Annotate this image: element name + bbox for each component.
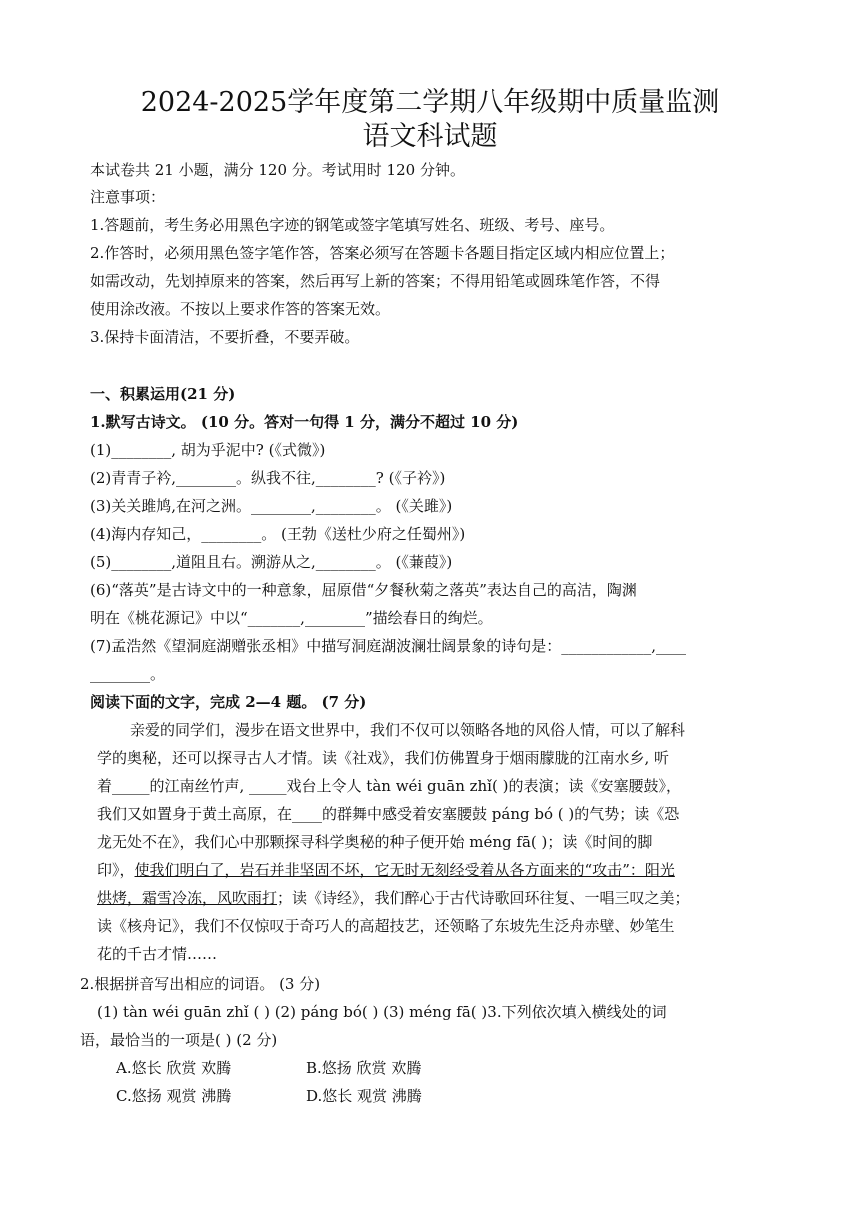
intro-line: 1.答题前，考生务必用黑色字迹的钢笔或签字笔填写姓名、班级、考号、座号。 <box>90 216 615 234</box>
q1-item: ________。 <box>90 665 166 683</box>
intro-line: 如需改动，先划掉原来的答案，然后再写上新的答案；不得用铅笔或圆珠笔作答，不得 <box>90 272 661 290</box>
q1-item: (4)海内存知己，________。 (王勃《送杜少府之任蜀州》) <box>90 525 466 543</box>
q1-item: (6)“落英”是古诗文中的一种意象，屈原借“夕餐秋菊之落英”表达自己的高洁，陶渊 <box>90 581 637 599</box>
question-heading: 2.根据拼音写出相应的词语。 (3 分) <box>80 975 321 993</box>
underlined-sentence: 使我们明白了，岩石并非坚固不坏，它无时无刻经受着从各方面来的“攻击”：阳光 <box>134 861 675 879</box>
q1-item: (3)关关雎鸠,在河之洲。________,________。 (《关雎》) <box>90 497 453 515</box>
q1-item: (5)________,道阻且右。溯游从之,________。 (《蒹葭》) <box>90 553 453 571</box>
passage-line <box>97 888 787 908</box>
q1-item: (2)青青子衿,________。纵我不往,________? (《子衿》) <box>90 469 446 487</box>
passage-line: 花的千古才情…… <box>97 945 218 963</box>
q1-item: (7)孟浩然《望洞庭湖赠张丞相》中描写洞庭湖波澜壮阔景象的诗句是：____________,____ <box>90 637 687 655</box>
passage-text: ；读《诗经》，我们醉心于古代诗歌回环往复、一唱三叹之美； <box>277 889 690 907</box>
option-a: A.悠长 欣赏 欢腾 <box>116 1059 232 1077</box>
passage-line: 龙无处不在》，我们心中那颗探寻科学奥秘的种子便开始 méng fā( )；读《时间的脚 <box>97 833 653 851</box>
page-title: 2024-2025学年度第二学期八年级期中质量监测 <box>140 87 720 118</box>
passage-line: 学的奥秘，还可以探寻古人才情。读《社戏》，我们仿佛置身于烟雨朦胧的江南水乡, 听 <box>97 749 670 767</box>
q2-line: (1) tàn wéi guān zhǐ ( ) (2) páng bó( ) (3) méng fā( )3.下列依次填入横线处的词 <box>97 1003 667 1021</box>
underlined-sentence: 烘烤，霜雪冷冻，风吹雨打 <box>97 889 278 907</box>
intro-line: 注意事项： <box>90 188 166 206</box>
option-b: B.悠扬 欣赏 欢腾 <box>306 1059 422 1077</box>
passage-line: 我们又如置身于黄土高原，在____的群舞中感受着安塞腰鼓 páng bó ( )的气势；读《恐 <box>97 805 680 823</box>
passage-line: 亲爱的同学们，漫步在语文世界中，我们不仅可以领略各地的风俗人情，可以了解科 <box>130 721 686 739</box>
intro-line: 本试卷共 21 小题，满分 120 分。考试用时 120 分钟。 <box>90 161 465 179</box>
question-heading: 1.默写古诗文。 (10 分。答对一句得 1 分，满分不超过 10 分) <box>90 413 519 431</box>
q1-item: (1)________, 胡为乎泥中? (《式微》) <box>90 441 326 459</box>
passage-text: 印》， <box>97 861 135 879</box>
option-c: C.悠扬 观赏 沸腾 <box>116 1087 232 1105</box>
passage-line <box>97 860 787 880</box>
passage-line: 读《核舟记》，我们不仅惊叹于奇巧人的高超技艺，还领略了东坡先生泛舟赤壁、妙笔生 <box>97 917 675 935</box>
page-subtitle: 语文科试题 <box>362 121 498 152</box>
q1-item: 明在《桃花源记》中以“_______,________”描绘春日的绚烂。 <box>90 609 493 627</box>
intro-line: 2.作答时，必须用黑色签字笔作答，答案必须写在答题卡各题目指定区域内相应位置上； <box>90 244 675 262</box>
section-heading: 一、积累运用(21 分) <box>90 385 236 403</box>
q3-line: 语，最恰当的一项是( ) (2 分) <box>80 1031 278 1049</box>
intro-line: 3.保持卡面清洁，不要折叠，不要弄破。 <box>90 328 360 346</box>
intro-line: 使用涂改液。不按以上要求作答的答案无效。 <box>90 300 391 318</box>
passage-line: 着_____的江南丝竹声, _____戏台上令人 tàn wéi guān zhǐ( )的表演；读《安塞腰鼓》， <box>97 777 681 795</box>
reading-heading: 阅读下面的文字，完成 2—4 题。 (7 分) <box>90 693 367 711</box>
option-d: D.悠长 观赏 沸腾 <box>306 1087 422 1105</box>
